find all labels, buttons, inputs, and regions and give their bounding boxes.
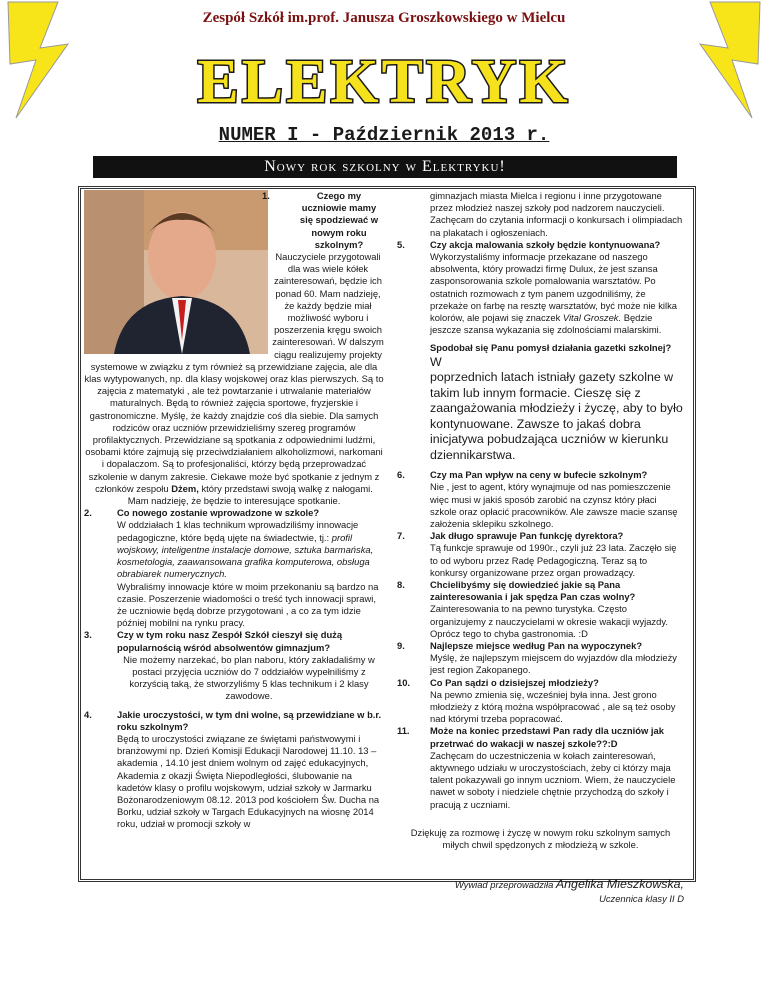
title-text: ELEKTRYK bbox=[197, 48, 571, 116]
answer-11: Zachęcam do uczestniczenia w kołach zainteresowań, aktywnego udziału w uroczystościach, żeby ci którzy maja talent pokazywali go innym uczniom. Wiem, że nauczyciele nawet w soboty i niedziele chętnie przychodzą do szkoły i pracują z uczniami. bbox=[430, 749, 676, 810]
left-column bbox=[84, 190, 384, 831]
answer-9: Myślę, że najlepszym miejscem do wyjazdów dla młodzieży jest region Zakopanego. bbox=[430, 652, 677, 676]
answer-4-continued: gimnazjach miasta Mielca i regionu i inne przygotowane przez młodzież naszej szkoły pod nadzorem nauczycieli. Zachęcam do czytania informacji o konkursach i olimpiadach na plakatach i ogłoszeniach. bbox=[430, 190, 683, 238]
band-name: Dżem, bbox=[171, 482, 199, 494]
answer-2: W oddziałach 1 klas technikum wprowadziliśmy innowacje pedagogiczne, które będą ujęte na świadectwie, tj.: profil wojskowy, inteligentne instalacje domowe, sztuka barmańska, kosmetologia, zaawansowana grafika komputerowa, obsługa obrabiarek numerycznych. Wybraliśmy innowacje które w moim przekonaniu są bardzo na czasie. Poszerzenie wiadomości o treść tych innowacji sprawi, że uczniowie będą dobrze przygotowani , a co za tym idzie później mobilni na rynku pracy. bbox=[117, 519, 379, 629]
question-3: Czy w tym roku nasz Zespół Szkół cieszył się dużą popularnością wśród absolwentów gimnazjum? bbox=[117, 629, 343, 653]
question-item-4: 4. Jakie uroczystości, w tym dni wolne, są przewidziane w b.r. roku szkolnym? Będą to uroczystości związane ze świętami państwowymi i branżowymi np. Dzień Komisji Edukacji Narodowej 11.10. 13 – akademia , 14.10 jest dniem wolnym od zajęć edukacyjnych, Akademia z okazji Święta Niepodległości, ślubowanie na kadetów klasy o profilu wojskowym, udział szkoły w Jarmarku Bożonarodzeniowym 08.12. 2013 pod kościołem Św. Ducha na Borku, udział szkoły w Targach Edukacyjnych na wiosnę 2014 roku, udział w promocji szkoły w bbox=[84, 709, 384, 831]
question-item-2: 2. Co nowego zostanie wprowadzone w szkole? W oddziałach 1 klas technikum wprowadziliśmy innowacje pedagogiczne, które będą ujęte na świadectwie, tj.: profil wojskowy, inteligentne instalacje domowe, sztuka barmańska, kosmetologia, zaawansowana grafika komputerowa, obsługa obrabiarek numerycznych. Wybraliśmy innowacje które w moim przekonaniu są bardzo na czasie. Poszerzenie wiadomości o treść tych innowacji sprawi, że uczniowie będą dobrze przygotowani , a co za tym idzie później mobilni na rynku pracy. bbox=[84, 507, 384, 629]
question-1: Czego my uczniowie mamy się spodziewać w nowym roku szkolnym? bbox=[299, 190, 379, 250]
question-9: Najlepsze miejsce według Pan na wypoczynek? bbox=[430, 639, 643, 651]
interview-credit: Wywiad przeprowadziła Angelika Mieszkowska, bbox=[454, 877, 684, 892]
title-logo bbox=[164, 44, 604, 116]
answer-4: Będą to uroczystości związane ze świętami państwowymi i branżowymi np. Dzień Komisji Edukacji Narodowej 11.10. 13 – akademia , 14.10 jest dniem wolnym od zajęć edukacyjnych, Akademia z okazji Święta Niepodległości, ślubowanie na kadetów klasy o profilu wojskowym, udział szkoły w Jarmarku Bożonarodzeniowym 08.12. 2013 pod kościołem Św. Ducha na Borku, udział szkoły w Targach Edukacyjnych na wiosnę 2014 roku, udział w promocji szkoły w bbox=[117, 732, 380, 830]
question-2: Co nowego zostanie wprowadzone w szkole? bbox=[117, 507, 320, 519]
right-column bbox=[397, 190, 684, 905]
school-name: Zespół Szkół im.prof. Janusza Groszkowskiego w Mielcu bbox=[202, 10, 566, 26]
question-7: Jak długo sprawuje Pan funkcję dyrektora? bbox=[430, 530, 624, 542]
question-item-11: 11. Może na koniec przedstawi Pan rady dla uczniów jak przetrwać do wakacji w naszej szkole??:D Zachęcam do uczestniczenia w kołach zainteresowań, aktywnego udziału w uroczystościach, żeby ci którzy maja talent pokazywali go innym uczniom. Wiem, że nauczyciele nawet w soboty i niedziele chętnie przychodzą do szkoły i pracują z uczniami. bbox=[397, 725, 684, 810]
question-item-7: 7. Jak długo sprawuje Pan funkcję dyrektora? Tą funkcje sprawuje od 1990r., czyli już 23 lata. Zaczęło się to od wyboru przez Radę Pedagogiczną. Teraz są to konkursy organizowane przez organ prowadzący. bbox=[397, 530, 684, 579]
question-item-9: 9. Najlepsze miejsce według Pan na wypoczynek? Myślę, że najlepszym miejscem do wyjazdów dla młodzieży jest region Zakopanego. bbox=[397, 640, 684, 677]
issue-number: NUMER I - Październik 2013 r. bbox=[218, 124, 550, 146]
question-item-5: 5. Czy akcja malowania szkoły będzie kontynuowana? Wykorzystaliśmy informacje przekazane od naszego absolwenta, który prowadzi firmę Dulux, że jest szansa zasponsorowania szkole pomalowania warsztatów. Po ostatnich rozmowach z tym panem uzgodniliśmy, że przekaże on farbę na resztę warsztatów, być może nie kilka kolorów, ale pojawi się znaczek Vital Groszek. Będzie jeszcze szansa wykazania się zdolnościami malarskimi. bbox=[397, 239, 684, 337]
answer-1: Nauczyciele przygotowali dla was wiele kółek zainteresowań, będzie ich ponad 60. Mam nadzieję, że każdy będzie miał możliwość wyboru i poszerzenia kręgu swoich zainteresowań. W dalszym ciągu realizujemy projekty systemowe w związku z tym również są przewidziane zajęcia, ale dla klas wytypowanych, np. dla klasy wojskowej oraz klas pierwszych. Są to zajęcia z matematyki , ale też powtarzanie i utrwalanie materiałów maturalnych. Będą to również zajęcia sportowe, fryzjerskie i gastronomiczne. Myślę, że każdy znajdzie coś dla siebie. Dla samych rodziców oraz uczniów przewidzieliśmy szereg programów profilaktycznych. Przewidziane są spotkania z odpowiednimi ludźmi, osobami które zajmują się przeciwdziałaniem alkoholizmowi, narkomani i dopalaczom. Są to profesjonaliści, którzy będą przeprowadzać szkolenie w danym zakresie. Ciekawe może być spotkanie z jednym z członków zespołu Dżem, który przedstawi swoją walkę z nałogami. Mam nadzieję, że będzie to interesujące spotkanie. bbox=[84, 251, 384, 507]
question-item-3: 3. Czy w tym roku nasz Zespół Szkół cieszył się dużą popularnością wśród absolwentów gimnazjum? bbox=[84, 629, 384, 653]
newspaper-title bbox=[0, 44, 768, 121]
author-class: Uczennica klasy II D bbox=[599, 892, 684, 904]
question-item-6: 6. Czy ma Pan wpływ na ceny w bufecie szkolnym? Nie , jest to agent, który wynajmuje od nas pomieszczenie więc musi w jakiś sposób zarobić na czynsz który płaci szkole oraz opłacić pracowników. Ale zawsze macie szansę założenia sklepiku szkolnego. bbox=[397, 469, 684, 530]
question-11: Może na koniec przedstawi Pan rady dla uczniów jak przetrwać do wakacji w naszej szkole??:D bbox=[430, 725, 664, 749]
question-10: Co Pan sądzi o dzisiejszej młodzieży? bbox=[430, 676, 599, 688]
question-item-8: 8. Chcielibyśmy się dowiedzieć jakie są Pana zainteresowania i jak spędza Pan czas wolny? Zainteresowania to na pewno turystyka. Często organizujemy z nauczycielami w okresie wakacji wyjazdy. Oprócz tego to chyba gastronomia. :D bbox=[397, 579, 684, 640]
answer-10: Na pewno zmienia się, wcześniej była inna. Jest grono młodzieży z którą można współpracować , ale są też osoby nad którymi trzeba popracować. bbox=[430, 688, 676, 725]
q1-number: 1. bbox=[262, 190, 270, 201]
question-item-gazetka bbox=[397, 342, 684, 463]
answer-7: Tą funkcje sprawuje od 1990r., czyli już 23 lata. Zaczęło się to od wyboru przez Radę Pedagogiczną. Teraz są to konkursy organizowane przez organ prowadzący. bbox=[430, 542, 677, 578]
question-5: Czy akcja malowania szkoły będzie kontynuowana? bbox=[430, 238, 661, 250]
question-8: Chcielibyśmy się dowiedzieć jakie są Pana zainteresowania i jak spędza Pan czas wolny? bbox=[430, 578, 636, 603]
answer-5: Wykorzystaliśmy informacje przekazane od naszego absolwenta, który prowadzi firmę Dulux, że jest szansa zasponsorowania szkole pomalowania warsztatów. Po ostatnich rozmowach z tym panem uzgodniliśmy, że przekaże on farbę na resztę warsztatów, być może nie kilka kolorów, ale pojawi się znaczek Vital Groszek. Będzie jeszcze szansa wykazania się zdolnościami malarskimi. bbox=[430, 251, 677, 336]
answer-6: Nie , jest to agent, który wynajmuje od nas pomieszczenie więc musi w jakiś sposób zarobić na czynsz który płaci szkole oraz opłacić pracowników. Ale zawsze macie szansę założenia sklepiku szkolnego. bbox=[430, 481, 678, 529]
question-6: Czy ma Pan wpływ na ceny w bufecie szkolnym? bbox=[430, 469, 648, 481]
answer-gazetka: poprzednich latach istniały gazety szkolne w takim lub innym formacie. Cieszę się z zaangażowania młodzieży i życzę, aby to było kontynuowane. Zawsze to jakaś dobra inicjatywa pobudzająca uczniów w kierunku dziennikarstwa. bbox=[430, 370, 683, 462]
question-gazetka: Spodobał się Panu pomysł działania gazetki szkolnej? W bbox=[430, 342, 672, 369]
headline-banner: Nowy rok szkolny w Elektryku! bbox=[93, 156, 677, 178]
answer-3: Nie możemy narzekać, bo plan naboru, który zakładaliśmy w postaci przyjęcia uczniów do 7 oddziałów wypełniliśmy z korzyścią taką, że stworzyliśmy 5 klas technikum i 2 klasy zawodowe. bbox=[123, 653, 375, 702]
thanks-note: Dziękuję za rozmowę i życzę w nowym roku szkolnym samych miłych chwil spędzonych z młodzieżą w szkole. bbox=[410, 826, 671, 851]
question-item-10: 10. Co Pan sądzi o dzisiejszej młodzieży? Na pewno zmienia się, wcześniej była inna. Jest grono młodzieży z którą można współpracować , ale są też osoby nad którymi trzeba popracować. bbox=[397, 677, 684, 726]
portrait-photo bbox=[84, 190, 268, 354]
answer-8: Zainteresowania to na pewno turystyka. Często organizujemy z nauczycielami w okresie wakacji wyjazdy. Oprócz tego to chyba gastronomia. :D bbox=[430, 603, 668, 639]
question-4: Jakie uroczystości, w tym dni wolne, są przewidziane w b.r. roku szkolnym? bbox=[117, 708, 382, 732]
